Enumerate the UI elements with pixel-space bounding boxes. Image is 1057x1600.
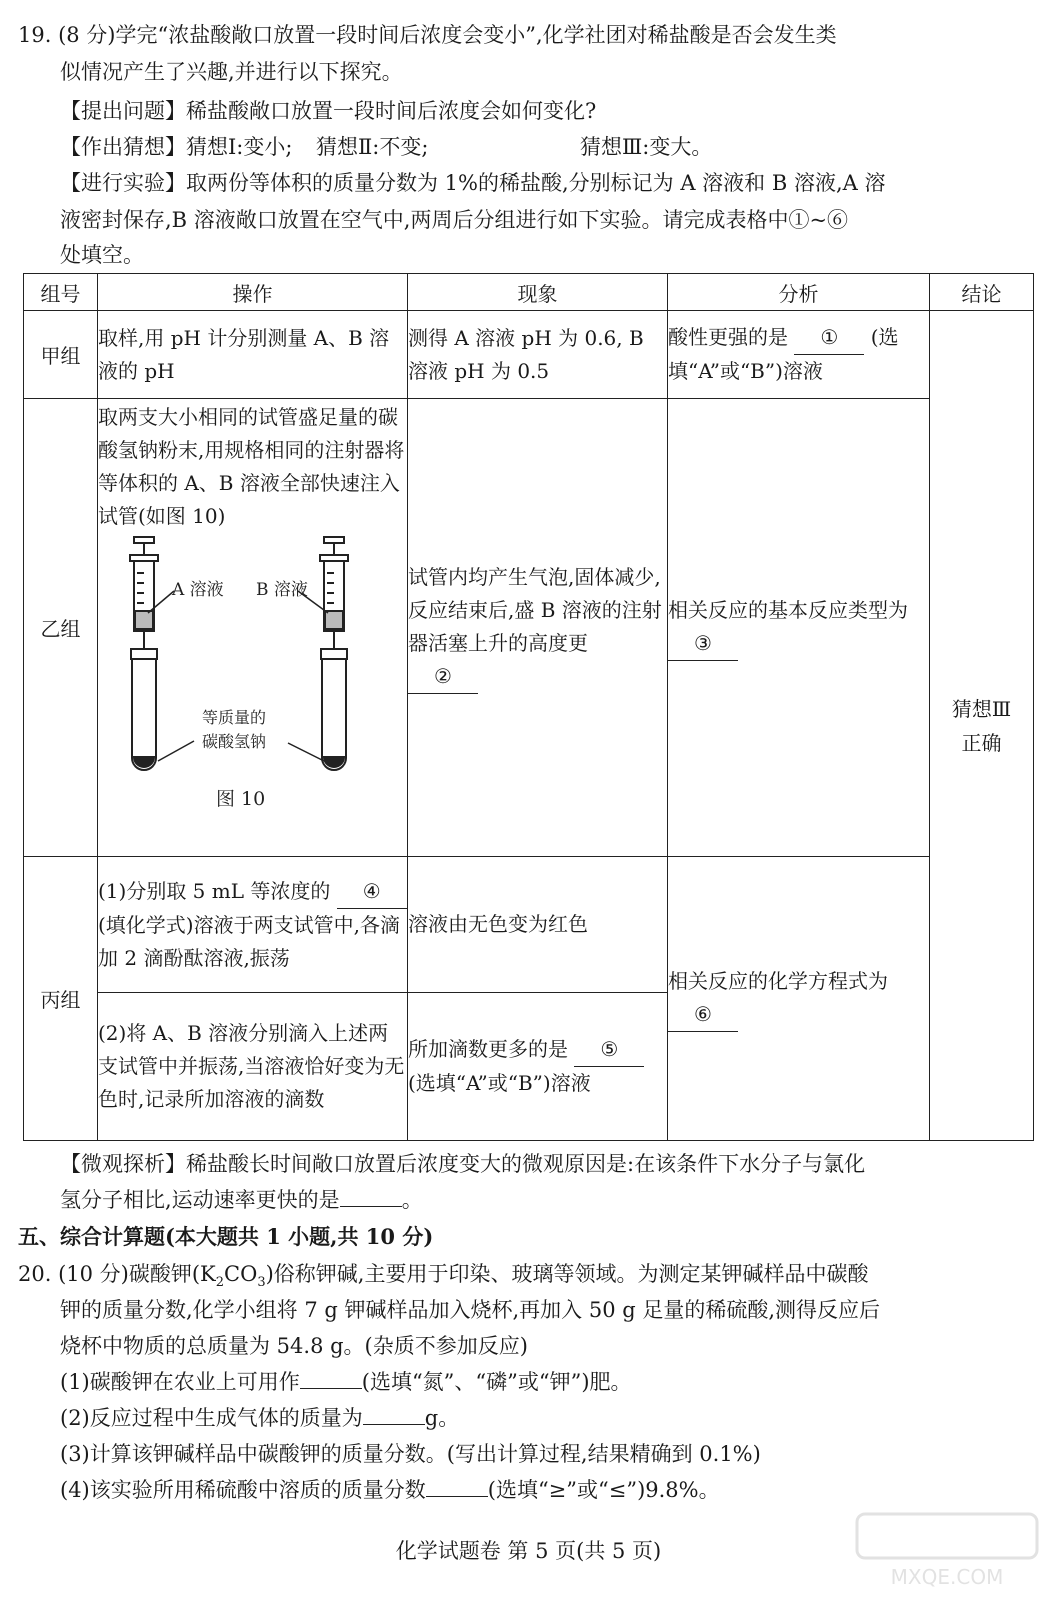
jia-phenomenon: 测得 A 溶液 pH 为 0.6, B 溶液 pH 为 0.5 <box>408 311 668 399</box>
conclusion-line2: 正确 <box>961 730 1002 755</box>
yi-phenomenon <box>408 399 668 857</box>
blank-5[interactable]: ⑤ <box>574 1033 644 1067</box>
header-group: 组号 <box>24 274 98 311</box>
q19-line2: 似情况产生了兴趣,并进行以下探究。 <box>60 60 403 84</box>
q20-sub2: 2 <box>215 1275 225 1291</box>
micro-line2-end: 。 <box>401 1188 423 1212</box>
q20-mid: CO <box>224 1262 258 1286</box>
bing-analysis <box>668 857 930 1141</box>
right-test-tube-icon <box>321 649 347 770</box>
q20-sub3: 3 <box>257 1275 266 1291</box>
experiment-table <box>23 273 1034 1141</box>
bing-operation-2: (2)将 A、B 溶液分别滴入上述两支试管中并振荡,当溶液恰好变为无色时,记录所加溶液的滴数 <box>98 993 408 1141</box>
blank-3[interactable]: ③ <box>668 627 738 661</box>
bing-phen2-post: (选填“A”或“B”)溶液 <box>408 1071 591 1095</box>
q19-line1: 19. (8 分)学完“浓盐酸敞口放置一段时间后浓度会变小”,化学社团对稀盐酸是否会发生类 <box>18 23 837 47</box>
label-a-solution: A 溶液 <box>172 580 224 600</box>
q19-hypotheses <box>60 130 713 164</box>
table-header-row <box>24 274 1034 311</box>
q20-line2: 钾的质量分数,化学小组将 7 g 钾碱样品加入烧杯,再加入 50 g 足量的稀硫酸,测得反应后 <box>60 1298 881 1322</box>
bing-phenomenon-1: 溶液由无色变为红色 <box>408 857 668 993</box>
bing-operation-1 <box>98 857 408 993</box>
label-b-solution: B 溶液 <box>256 580 308 600</box>
bing-phenomenon-2 <box>408 993 668 1141</box>
conclusion-line1: 猜想Ⅲ <box>951 696 1012 721</box>
q20-l1-post: )俗称钾碱,主要用于印染、玻璃等领域。为测定某钾碱样品中碳酸 <box>265 1262 869 1286</box>
section-5-title: 五、综合计算题(本大题共 1 小题,共 10 分) <box>18 1224 434 1249</box>
bing-phen2-text: 所加滴数更多的是 <box>408 1037 568 1061</box>
q20-line3: 烧杯中物质的总质量为 54.8 g。(杂质不参加反应) <box>60 1334 528 1358</box>
table-row-yi <box>24 399 1034 857</box>
bing-op1-post: (填化学式)溶液于两支试管中,各滴加 2 滴酚酞溶液,振荡 <box>98 912 400 970</box>
figure-caption: 图 10 <box>216 788 266 810</box>
blank-2[interactable]: ② <box>408 660 478 694</box>
q19-problem: 【提出问题】稀盐酸敞口放置一段时间后浓度会如何变化? <box>60 99 597 123</box>
guess-2: 猜想Ⅱ:不变; <box>316 135 429 159</box>
q20-sub2-line <box>60 1401 459 1435</box>
jia-analysis-text: 酸性更强的是 <box>668 325 788 349</box>
group-yi: 乙组 <box>24 399 98 857</box>
yi-analysis-text: 相关反应的基本反应类型为 <box>668 598 908 622</box>
q20-sub3-line: (3)计算该钾碱样品中碳酸钾的质量分数。(写出计算过程,结果精确到 0.1%) <box>60 1442 761 1466</box>
q20-s1-post: (选填“氮”、“磷”或“钾”)肥。 <box>361 1370 632 1394</box>
left-syringe-icon <box>130 537 158 649</box>
blank-4[interactable]: ④ <box>337 875 407 909</box>
q20-s2-blank[interactable] <box>363 1402 425 1425</box>
micro-line2-text: 氢分子相比,运动速率更快的是 <box>60 1188 340 1212</box>
q20-s2-pre: (2)反应过程中生成气体的质量为 <box>60 1406 363 1430</box>
guess-1: 【作出猜想】猜想Ⅰ:变小; <box>60 135 293 159</box>
blank-1[interactable]: ① <box>794 321 864 355</box>
syringe-figure <box>98 533 382 823</box>
q20-s2-post: g。 <box>424 1406 460 1430</box>
table-row-jia <box>24 311 1034 399</box>
right-syringe-icon <box>320 537 348 649</box>
yi-operation-text: 取两支大小相同的试管盛足量的碳酸氢钠粉末,用规格相同的注射器将等体积的 A、B 溶液全部快速注入试管(如图 10) <box>98 405 405 528</box>
q20-l1-pre: 20. (10 分)碳酸钾(K <box>18 1262 216 1286</box>
header-operation: 操作 <box>98 274 408 311</box>
q20-sub4-line <box>60 1473 720 1507</box>
jia-analysis <box>668 311 930 399</box>
q20-s1-pre: (1)碳酸钾在农业上可用作 <box>60 1370 300 1394</box>
micro-line1: 【微观探析】稀盐酸长时间敞口放置后浓度变大的微观原因是:在该条件下水分子与氯化 <box>60 1152 866 1176</box>
yi-operation <box>98 399 408 857</box>
watermark-logo <box>847 1510 1047 1590</box>
blank-6[interactable]: ⑥ <box>668 998 738 1032</box>
yi-analysis <box>668 399 930 857</box>
q20-s4-pre: (4)该实验所用稀硫酸中溶质的质量分数 <box>60 1478 426 1502</box>
figure-10 <box>98 533 407 823</box>
jia-analysis-choice: (选填“A”或“B”)溶液 <box>668 325 899 383</box>
guess-3: 猜想Ⅲ:变大。 <box>580 135 713 159</box>
table-row-bing-1 <box>24 857 1034 993</box>
group-bing: 丙组 <box>24 857 98 1141</box>
q20-sub1 <box>60 1365 632 1399</box>
q19-exp-line2: 液密封保存,B 溶液敞口放置在空气中,两周后分组进行如下实验。请完成表格中①~⑥ <box>60 208 849 232</box>
watermark-text: MXQE.COM <box>890 1565 1004 1589</box>
header-phenomenon: 现象 <box>408 274 668 311</box>
header-analysis: 分析 <box>668 274 930 311</box>
group-jia: 甲组 <box>24 311 98 399</box>
q20-s1-blank[interactable] <box>300 1366 362 1389</box>
conclusion-cell <box>930 311 1034 1141</box>
jia-operation: 取样,用 pH 计分别测量 A、B 溶液的 pH <box>98 311 408 399</box>
left-test-tube-icon <box>131 649 157 770</box>
label-note-1: 等质量的 <box>202 708 267 727</box>
label-note-2: 碳酸氢钠 <box>202 732 267 751</box>
page-footer: 化学试题卷 第 5 页(共 5 页) <box>395 1539 662 1563</box>
q20-s4-post: (选填“≥”或“≤”)9.8%。 <box>487 1478 720 1502</box>
bing-op1-text: (1)分别取 5 mL 等浓度的 <box>98 878 331 903</box>
q19-exp-line3: 处填空。 <box>60 243 144 267</box>
q19-exp-line1: 【进行实验】取两份等体积的质量分数为 1%的稀盐酸,分别标记为 A 溶液和 B 溶液,A 溶 <box>60 171 886 195</box>
yi-phenomenon-text: 试管内均产生气泡,固体减少,反应结束后,盛 B 溶液的注射器活塞上升的高度更 <box>408 565 662 655</box>
q20-s4-blank[interactable] <box>426 1474 488 1497</box>
header-conclusion: 结论 <box>930 274 1034 311</box>
micro-line2 <box>60 1183 423 1217</box>
micro-answer-blank[interactable] <box>340 1184 402 1207</box>
bing-analysis-text: 相关反应的化学方程式为 <box>668 969 888 993</box>
